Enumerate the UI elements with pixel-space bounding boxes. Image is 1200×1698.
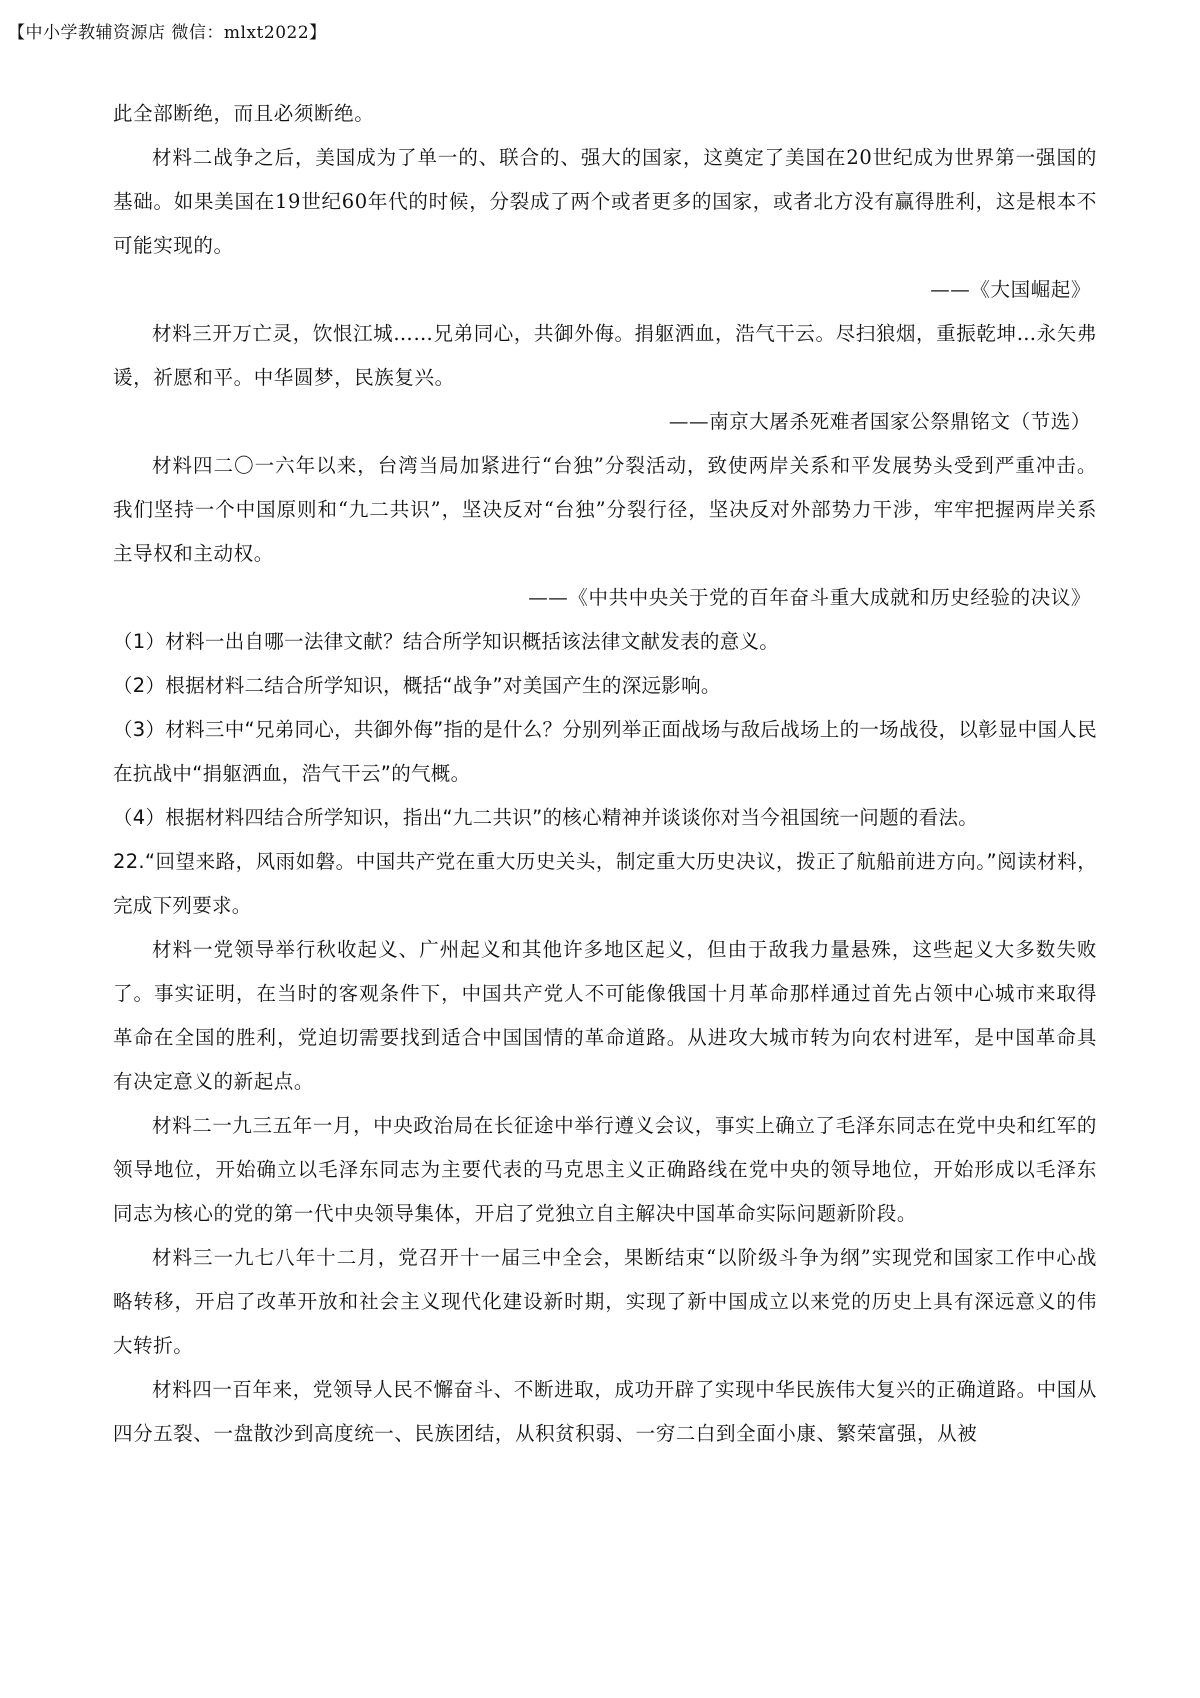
material-4: 材料四二〇一六年以来，台湾当局加紧进行“台独”分裂活动，致使两岸关系和平发展势头受到严重冲击。我们坚持一个中国原则和“九二共识”，坚决反对“台独”分裂行径，坚决反对外部势力干涉，牢牢把握两岸关系主导权和主动权。 [113, 454, 1097, 565]
question-4: （4）根据材料四结合所学知识，指出“九二共识”的核心精神并谈谈你对当今祖国统一问题的看法。 [113, 806, 979, 829]
material-3-source: ——南京大屠杀死难者国家公祭鼎铭文（节选） [668, 410, 1091, 433]
q22-material-1: 材料一党领导举行秋收起义、广州起义和其他许多地区起义，但由于敌我力量悬殊，这些起义大多数失败了。事实证明，在当时的客观条件下，中国共产党人不可能像俄国十月革命那样通过首先占领中心城市来取得革命在全国的胜利，党迫切需要找到适合中国国情的革命道路。从进攻大城市转为向农村进军，是中国革命具有决定意义的新起点。 [113, 938, 1097, 1093]
material-1-ending: 此全部断绝，而且必须断绝。 [113, 102, 375, 125]
q22-material-2: 材料二一九三五年一月，中央政治局在长征途中举行遵义会议，事实上确立了毛泽东同志在党中央和红军的领导地位，开始确立以毛泽东同志为主要代表的马克思主义正确路线在党中央的领导地位，开始形成以毛泽东同志为核心的党的第一代中央领导集体，开启了党独立自主解决中国革命实际问题新阶段。 [113, 1114, 1097, 1225]
question-3: （3）材料三中“兄弟同心，共御外侮”指的是什么？分别列举正面战场与敌后战场上的一场战役，以彰显中国人民在抗战中“捐躯洒血，浩气干云”的气概。 [113, 718, 1097, 785]
material-2: 材料二战争之后，美国成为了单一的、联合的、强大的国家，这奠定了美国在20世纪成为世界第一强国的基础。如果美国在19世纪60年代的时候，分裂成了两个或者更多的国家，或者北方没有赢得胜利，这是根本不可能实现的。 [113, 146, 1097, 257]
question-22-prompt: 22.“回望来路，风雨如磐。中国共产党在重大历史关头，制定重大历史决议，拨正了航船前进方向。”阅读材料，完成下列要求。 [113, 850, 1097, 917]
question-1: （1）材料一出自哪一法律文献？结合所学知识概括该法律文献发表的意义。 [113, 630, 780, 653]
material-3: 材料三开万亡灵，饮恨江城……兄弟同心，共御外侮。捐躯洒血，浩气干云。尽扫狼烟，重振乾坤…永矢弗谖，祈愿和平。中华圆梦，民族复兴。 [113, 322, 1097, 389]
q22-material-3: 材料三一九七八年十二月，党召开十一届三中全会，果断结束“以阶级斗争为纲”实现党和国家工作中心战略转移，开启了改革开放和社会主义现代化建设新时期，实现了新中国成立以来党的历史上具有深远意义的伟大转折。 [113, 1246, 1097, 1357]
watermark-header: 【中小学教辅资源店 微信：mlxt2022】 [8, 23, 327, 43]
q22-material-4: 材料四一百年来，党领导人民不懈奋斗、不断进取，成功开辟了实现中华民族伟大复兴的正确道路。中国从四分五裂、一盘散沙到高度统一、民族团结，从积贫积弱、一穷二白到全面小康、繁荣富强，从被 [113, 1378, 1097, 1445]
question-2: （2）根据材料二结合所学知识，概括“战争”对美国产生的深远影响。 [113, 674, 721, 697]
document-body [113, 92, 1097, 1456]
material-4-source: ——《中共中央关于党的百年奋斗重大成就和历史经验的决议》 [528, 586, 1091, 609]
material-2-source: ——《大国崛起》 [930, 278, 1091, 301]
